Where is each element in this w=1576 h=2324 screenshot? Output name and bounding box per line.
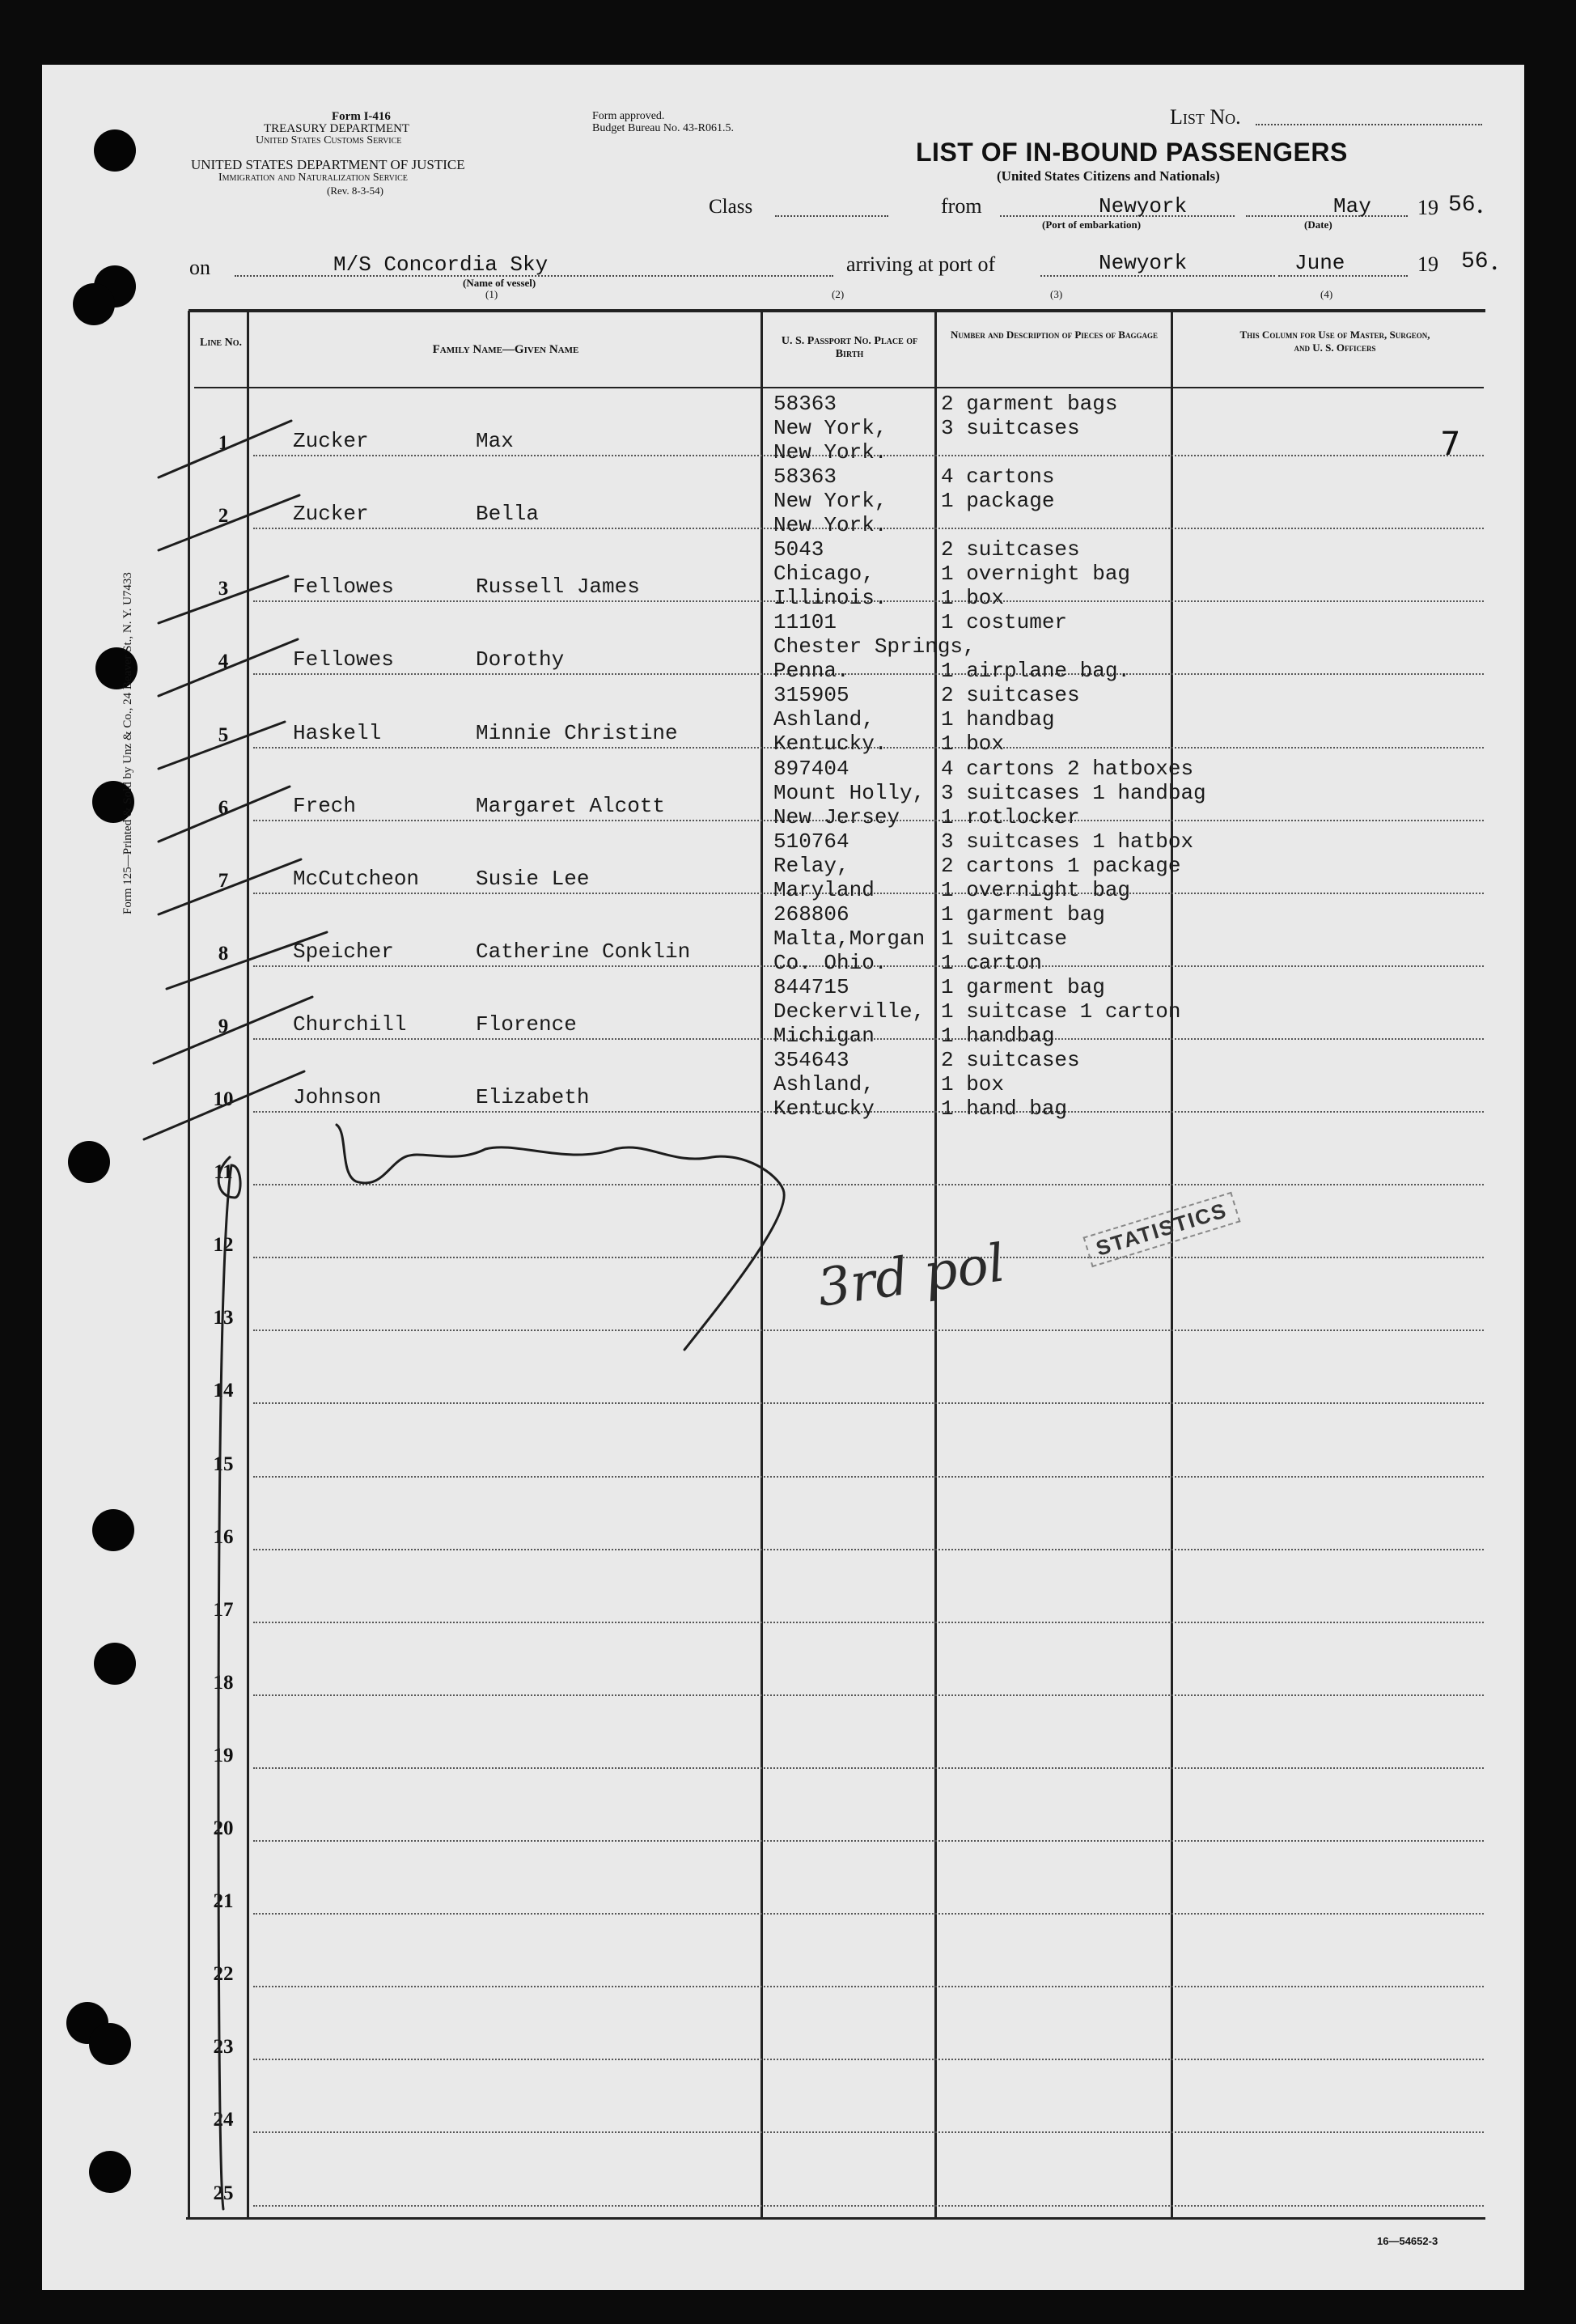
check-mark [144,1071,304,1139]
check-mark [167,932,327,989]
line-number: 4 [218,651,229,673]
revision-date: (Rev. 8-3-54) [327,184,383,197]
given-name: Dorothy [476,647,565,672]
family-name: Fellowes [293,647,394,672]
line-number: 12 [213,1234,234,1257]
budget-bureau: Budget Bureau No. 43-R061.5. [592,122,734,134]
statistics-stamp: STATISTICS [1082,1192,1240,1267]
from-label: from [941,194,982,218]
col-header-passport: U. S. Passport No. Place of Birth [781,335,918,360]
line-number: 5 [218,723,229,746]
baggage-line: 1 handbag [941,1023,1055,1048]
birthplace-line: Ashland, [773,707,875,732]
passport-number: 5043 [773,537,824,562]
line-number: 17 [213,1598,234,1621]
check-mark [159,787,290,842]
line-number: 19 [213,1744,234,1766]
birthplace-line: Maryland [773,877,875,902]
passport-number: 58363 [773,392,837,416]
line-number: 25 [213,2182,234,2204]
baggage-line: 2 garment bags [941,392,1118,416]
family-name: Speicher [293,939,394,964]
baggage-line: 1 suitcase 1 carton [941,999,1181,1024]
passport-number: 268806 [773,901,849,927]
birthplace-line: New York, [773,489,888,514]
passport-number: 11101 [773,610,837,635]
line-number: 13 [213,1307,234,1330]
handwritten-annotation: 3rd pol [813,1233,1009,1319]
baggage-line: 1 box [941,1071,1005,1096]
check-mark [159,722,285,769]
birthplace-line: Deckerville, [773,999,926,1024]
line-number: 20 [213,1817,234,1839]
baggage-line: 1 overnight bag [941,877,1131,902]
line-number: 6 [218,796,229,819]
class-label: Class [709,196,753,218]
col1-note: (1) [485,288,498,300]
given-name: Max [476,429,514,454]
birthplace-line: New York, [773,416,888,440]
year2-value: 56 [1461,249,1489,274]
baggage-line: 1 garment bag [941,974,1105,999]
passport-number: 510764 [773,829,849,854]
arrival-port-value: Newyork [1099,251,1188,275]
form-title: LIST OF IN-BOUND PASSENGERS [916,138,1348,167]
line-number: 23 [213,2036,234,2059]
printer-imprint: Form 125—Printed & Sold by Unz & Co., 24 Beaver St., N. Y. U7433 [121,572,134,914]
line-number: 15 [213,1452,234,1475]
check-mark [159,859,301,914]
justice-dept: UNITED STATES DEPARTMENT OF JUSTICE [191,157,465,172]
check-mark [159,576,288,623]
birthplace-line: Michigan [773,1023,875,1048]
check-mark [154,997,312,1063]
birthplace-line: Penna. [773,659,849,684]
col-header-line: Line No. [199,337,242,349]
signature-scribble [337,1125,784,1350]
birthplace-line: Kentucky [773,1096,875,1121]
given-name: Catherine Conklin [476,939,691,964]
birthplace-line: Relay, [773,853,849,878]
arriving-label: arriving at port of [846,252,996,276]
family-name: Zucker [293,502,369,527]
given-name: Susie Lee [476,866,590,891]
port-embarkation-note: (Port of embarkation) [1042,218,1142,231]
birthplace-line: Malta,Morgan [773,926,926,951]
line-number: 2 [218,505,229,528]
line-number: 24 [213,2109,234,2131]
baggage-line: 1 rotlocker [941,804,1080,829]
list-no-label: List No. [1170,105,1241,129]
line-number: 18 [213,1671,234,1694]
line-number: 21 [213,1890,234,1913]
passport-number: 315905 [773,683,849,708]
baggage-line: 2 suitcases [941,683,1080,708]
ins-service: Immigration and Naturalization Service [218,172,408,184]
baggage-line: 1 garment bag [941,901,1105,927]
given-name: Russell James [476,575,640,600]
col-header-name: Family Name—Given Name [432,343,579,356]
col3-note: (3) [1050,288,1063,300]
baggage-line: 1 package [941,489,1055,514]
passport-number: 58363 [773,464,837,490]
birthplace-line: Mount Holly, [773,780,926,805]
year-value: 56 [1448,193,1476,218]
baggage-line: 3 suitcases [941,416,1080,440]
baggage-line: 4 cartons 2 hatboxes [941,756,1194,781]
birthplace-line: Ashland, [773,1071,875,1096]
col-header-officers: This Column for Use of Master, Surgeon, and U. S. Officers [1239,329,1430,354]
baggage-line: 3 suitcases 1 handbag [941,780,1206,805]
line-number: 3 [218,578,229,600]
date-value: May [1333,194,1371,218]
family-name: Frech [293,793,357,818]
passport-number: 844715 [773,974,849,999]
line-number: 1 [218,432,229,455]
check-mark [159,421,291,477]
footer-code: 16—54652-3 [1377,2235,1438,2247]
check-mark [159,639,298,696]
col-header-baggage: Number and Description of Pieces of Baggage [951,329,1158,341]
col2-note: (2) [832,288,845,300]
baggage-line: 4 cartons [941,464,1055,490]
line-number: 14 [213,1380,234,1402]
line-number: 11 [214,1161,233,1184]
margin-bracket [218,1157,240,2209]
year-period: . [1477,194,1483,218]
year-prefix: 19 [1417,196,1438,219]
family-name: Fellowes [293,575,394,600]
col4-note: (4) [1320,288,1333,300]
vessel-note: (Name of vessel) [463,277,536,289]
family-name: Haskell [293,720,382,745]
family-name: McCutcheon [293,866,420,891]
year2-prefix: 19 [1417,252,1438,276]
baggage-line: 3 suitcases 1 hatbox [941,829,1194,854]
family-name: Zucker [293,429,369,454]
vessel-value: M/S Concordia Sky [333,252,549,277]
baggage-line: 2 cartons 1 package [941,853,1181,878]
given-name: Margaret Alcott [476,793,666,818]
line-number: 8 [218,942,229,965]
year2-period: . [1492,251,1498,274]
date-note: (Date) [1304,218,1332,231]
baggage-line: 2 suitcases [941,1047,1080,1072]
baggage-line: 1 handbag [941,707,1055,732]
form-number: Form I-416 [332,110,391,123]
birthplace-line: Co. Ohio. [773,950,888,975]
form-subtitle: (United States Citizens and Nationals) [997,168,1220,184]
given-name: Minnie Christine [476,720,678,745]
birthplace-line: Chester Springs, [773,634,976,659]
birthplace-line: New Jersey [773,804,900,829]
line-number: 9 [218,1015,229,1037]
birthplace-line: New York. [773,440,888,464]
passport-number: 354643 [773,1047,849,1072]
treasury-dept: TREASURY DEPARTMENT [264,122,410,135]
baggage-line: 2 suitcases [941,537,1080,562]
birthplace-line: New York. [773,513,888,538]
line-number: 10 [213,1088,234,1110]
passport-number: 897404 [773,756,849,781]
baggage-line: 1 box [941,732,1005,757]
birthplace-line: Kentucky. [773,732,888,757]
form-approved: Form approved. [592,110,665,122]
check-mark [159,495,299,550]
baggage-line: 1 box [941,586,1005,611]
baggage-line: 1 carton [941,950,1042,975]
given-name: Florence [476,1011,577,1037]
arrival-date-value: June [1294,251,1345,275]
from-value: Newyork [1099,194,1188,218]
given-name: Bella [476,502,540,527]
on-label: on [189,256,210,279]
baggage-line: 1 costumer [941,610,1068,635]
line-number: 7 [218,869,229,892]
baggage-line: 1 suitcase [941,926,1068,951]
family-name: Johnson [293,1085,382,1109]
given-name: Elizabeth [476,1085,590,1109]
baggage-line: 1 hand bag [941,1096,1068,1121]
customs-service: United States Customs Service [256,134,402,146]
birthplace-line: Chicago, [773,562,875,587]
baggage-line: 1 overnight bag [941,562,1131,587]
officer-count: 7 [1440,426,1461,463]
line-number: 16 [213,1525,234,1548]
baggage-line: 1 airplane bag. [941,659,1131,684]
birthplace-line: Illinois. [773,586,888,611]
line-number: 22 [213,1963,234,1986]
family-name: Churchill [293,1011,407,1037]
